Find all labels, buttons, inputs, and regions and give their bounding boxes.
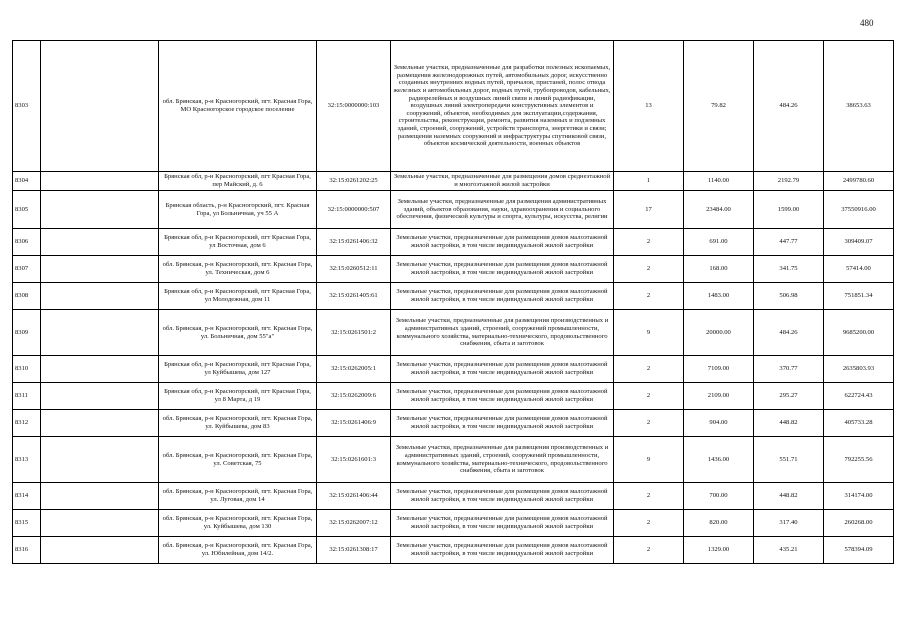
land-register-table (12, 40, 894, 564)
address-cell: обл. Брянская, р-н Красногорский, пгт. Красная Гора, МО Красногорское городское поселение (159, 41, 317, 172)
blank-cell (41, 410, 159, 437)
blank-cell (41, 537, 159, 564)
value-cell: 37550916.00 (824, 191, 894, 229)
rate-cell: 447.77 (754, 229, 824, 256)
value-cell: 2499780.60 (824, 172, 894, 191)
cadastral-number-cell: 32:15:0260512:11 (317, 256, 391, 283)
area-cell: 691.00 (684, 229, 754, 256)
land-category-cell: Земельные участки, предназначенные для размещения домов малоэтажной жилой застройки, в том числе индивидуальной жилой застройки (391, 383, 614, 410)
rate-cell: 448.82 (754, 483, 824, 510)
land-category-cell: Земельные участки, предназначенные для размещения домов малоэтажной жилой застройки, в том числе индивидуальной жилой застройки (391, 256, 614, 283)
blank-cell (41, 437, 159, 483)
land-category-cell: Земельные участки, предназначенные для размещения домов малоэтажной жилой застройки, в том числе индивидуальной жилой застройки (391, 510, 614, 537)
count-cell: 2 (614, 283, 684, 310)
blank-cell (41, 41, 159, 172)
address-cell: обл. Брянская, р-н Красногорский, пгт. Красная Гора, ул. Куйбышева, дом 83 (159, 410, 317, 437)
value-cell: 314174.00 (824, 483, 894, 510)
row-id: 8309 (13, 310, 41, 356)
blank-cell (41, 483, 159, 510)
cadastral-number-cell: 32:15:0261601:3 (317, 437, 391, 483)
value-cell: 405733.28 (824, 410, 894, 437)
table-row (13, 229, 894, 256)
land-category-cell: Земельные участки, предназначенные для размещения производственных и административных зданий, строений, сооружений промышленности, коммунального хозяйства, материально-технического, продовольственного снабжения, сбыта и заготовок (391, 310, 614, 356)
value-cell: 309409.07 (824, 229, 894, 256)
land-category-cell: Земельные участки, предназначенные для размещения производственных и административных зданий, строений, сооружений промышленности, коммунального хозяйства, материально-технического, продовольственного снабжения, сбыта и заготовок (391, 437, 614, 483)
count-cell: 2 (614, 483, 684, 510)
cadastral-number-cell: 32:15:0262005:1 (317, 356, 391, 383)
blank-cell (41, 172, 159, 191)
row-id: 8306 (13, 229, 41, 256)
table-row (13, 437, 894, 483)
address-cell: Брянская обл, р-н Красногорский, пгт Красная Гора, ул 8 Марта, д 19 (159, 383, 317, 410)
cadastral-number-cell: 32:15:0000000:103 (317, 41, 391, 172)
rate-cell: 317.40 (754, 510, 824, 537)
land-category-cell: Земельные участки, предназначенные для размещения домов среднеэтажной и многоэтажной жилой застройки (391, 172, 614, 191)
row-id: 8313 (13, 437, 41, 483)
land-category-cell: Земельные участки, предназначенные для размещения домов малоэтажной жилой застройки, в том числе индивидуальной жилой застройки (391, 283, 614, 310)
area-cell: 168.00 (684, 256, 754, 283)
table-row (13, 510, 894, 537)
rate-cell: 295.27 (754, 383, 824, 410)
cadastral-number-cell: 32:15:0261405:61 (317, 283, 391, 310)
cadastral-number-cell: 32:15:0262007:12 (317, 510, 391, 537)
address-cell: обл. Брянская, р-н Красногорский, пгт. Красная Гора, ул. Техническая, дом 6 (159, 256, 317, 283)
count-cell: 2 (614, 510, 684, 537)
rate-cell: 1599.00 (754, 191, 824, 229)
land-category-cell: Земельные участки, предназначенные для размещения домов малоэтажной жилой застройки, в том числе индивидуальной жилой застройки (391, 410, 614, 437)
land-category-cell: Земельные участки, предназначенные для размещения домов малоэтажной жилой застройки, в том числе индивидуальной жилой застройки (391, 537, 614, 564)
cadastral-number-cell: 32:15:0261406:32 (317, 229, 391, 256)
count-cell: 9 (614, 310, 684, 356)
area-cell: 79.82 (684, 41, 754, 172)
rate-cell: 484.26 (754, 310, 824, 356)
table-row (13, 356, 894, 383)
value-cell: 9685200.00 (824, 310, 894, 356)
count-cell: 13 (614, 41, 684, 172)
address-cell: Брянская обл, р-н Красногорский, пгт Красная Гора, ул Молодежная, дом 11 (159, 283, 317, 310)
area-cell: 1436.00 (684, 437, 754, 483)
area-cell: 2109.00 (684, 383, 754, 410)
area-cell: 1140.00 (684, 172, 754, 191)
area-cell: 820.00 (684, 510, 754, 537)
cadastral-number-cell: 32:15:0262009:6 (317, 383, 391, 410)
rate-cell: 484.26 (754, 41, 824, 172)
cadastral-number-cell: 32:15:0261406:44 (317, 483, 391, 510)
address-cell: обл. Брянская, р-н Красногорский, пгт. Красная Гора, ул. Больничная, дом 55"а" (159, 310, 317, 356)
table-row (13, 537, 894, 564)
row-id: 8315 (13, 510, 41, 537)
land-category-cell: Земельные участки, предназначенные для разработки полезных ископаемых, размещения железнодорожных путей, автомобильных дорог, искусственно созданных внутренних водных путей, причалов, пристаней, полос отвода железных и автомобильных дорог, водных путей, трубопроводов, кабельных, радиорелейных и воздушных линий связи и линий радиофикации, воздушных линий электропередачи конструктивных элементов и сооружений, объектов, необходимых для эксплуатации,содержания, строительства, реконструкции, ремонта, развития наземных и подземных зданий, строений, сооружений, устройств транспорта, энергетики и связи; размещения наземных сооружений и инфраструктуры спутниковой связи, объектов космической деятельности, военных объектов (391, 41, 614, 172)
blank-cell (41, 356, 159, 383)
table-row (13, 483, 894, 510)
area-cell: 20000.00 (684, 310, 754, 356)
row-id: 8308 (13, 283, 41, 310)
area-cell: 1483.00 (684, 283, 754, 310)
table-row (13, 283, 894, 310)
value-cell: 792255.56 (824, 437, 894, 483)
address-cell: Брянская обл, р-н Красногорский, пгт Красная Гора, ул Куйбышева, дом 127 (159, 356, 317, 383)
land-category-cell: Земельные участки, предназначенные для размещения административных зданий, объектов образования, науки, здравоохранения и социального обеспечения, физической культуры и спорта, культуры, искусства, религии (391, 191, 614, 229)
count-cell: 2 (614, 383, 684, 410)
table-row (13, 41, 894, 172)
row-id: 8316 (13, 537, 41, 564)
count-cell: 2 (614, 537, 684, 564)
table-row (13, 383, 894, 410)
cadastral-number-cell: 32:15:0261406:9 (317, 410, 391, 437)
cadastral-number-cell: 32:15:0000000:507 (317, 191, 391, 229)
row-id: 8311 (13, 383, 41, 410)
value-cell: 2635803.93 (824, 356, 894, 383)
rate-cell: 448.82 (754, 410, 824, 437)
cadastral-number-cell: 32:15:0261501:2 (317, 310, 391, 356)
rate-cell: 341.75 (754, 256, 824, 283)
count-cell: 2 (614, 256, 684, 283)
blank-cell (41, 510, 159, 537)
row-id: 8312 (13, 410, 41, 437)
blank-cell (41, 383, 159, 410)
land-category-cell: Земельные участки, предназначенные для размещения домов малоэтажной жилой застройки, в том числе индивидуальной жилой застройки (391, 483, 614, 510)
value-cell: 622724.43 (824, 383, 894, 410)
blank-cell (41, 256, 159, 283)
row-id: 8314 (13, 483, 41, 510)
area-cell: 1329.00 (684, 537, 754, 564)
count-cell: 17 (614, 191, 684, 229)
land-category-cell: Земельные участки, предназначенные для размещения домов малоэтажной жилой застройки, в том числе индивидуальной жилой застройки (391, 229, 614, 256)
value-cell: 751851.34 (824, 283, 894, 310)
rate-cell: 2192.79 (754, 172, 824, 191)
value-cell: 38653.63 (824, 41, 894, 172)
blank-cell (41, 310, 159, 356)
address-cell: обл. Брянская, р-н Красногорский, пгт. Красная Гора, ул. Советская, 75 (159, 437, 317, 483)
address-cell: обл. Брянская, р-н Красногорский, пгт. Красная Гора, ул. Луговая, дом 14 (159, 483, 317, 510)
land-category-cell: Земельные участки, предназначенные для размещения домов малоэтажной жилой застройки, в том числе индивидуальной жилой застройки (391, 356, 614, 383)
row-id: 8305 (13, 191, 41, 229)
blank-cell (41, 283, 159, 310)
row-id: 8307 (13, 256, 41, 283)
row-id: 8303 (13, 41, 41, 172)
area-cell: 904.00 (684, 410, 754, 437)
blank-cell (41, 191, 159, 229)
address-cell: Брянская область, р-н Красногорский, пгт. Красная Гора, ул Больничная, уч 55 А (159, 191, 317, 229)
cadastral-number-cell: 32:15:0261202:25 (317, 172, 391, 191)
table-row (13, 310, 894, 356)
count-cell: 2 (614, 229, 684, 256)
table-row (13, 172, 894, 191)
address-cell: обл. Брянская, р-н Красногорский, пгт. Красная Гора, ул. Юбилейная, дом 14/2. (159, 537, 317, 564)
address-cell: Брянская обл, р-н Красногорский, пгт Красная Гора, пер Майский, д. 6 (159, 172, 317, 191)
rate-cell: 435.21 (754, 537, 824, 564)
count-cell: 2 (614, 410, 684, 437)
table-row (13, 191, 894, 229)
address-cell: Брянская обл, р-н Красногорский, пгт Красная Гора, ул Восточная, дом 6 (159, 229, 317, 256)
rate-cell: 551.71 (754, 437, 824, 483)
address-cell: обл. Брянская, р-н Красногорский, пгт. Красная Гора, ул. Куйбышева, дом 130 (159, 510, 317, 537)
blank-cell (41, 229, 159, 256)
count-cell: 2 (614, 356, 684, 383)
area-cell: 23484.00 (684, 191, 754, 229)
area-cell: 7109.00 (684, 356, 754, 383)
table-row (13, 256, 894, 283)
rate-cell: 506.98 (754, 283, 824, 310)
cadastral-number-cell: 32:15:0261308:17 (317, 537, 391, 564)
value-cell: 578394.09 (824, 537, 894, 564)
row-id: 8304 (13, 172, 41, 191)
count-cell: 1 (614, 172, 684, 191)
area-cell: 700.00 (684, 483, 754, 510)
table-row (13, 410, 894, 437)
rate-cell: 370.77 (754, 356, 824, 383)
value-cell: 260268.00 (824, 510, 894, 537)
value-cell: 57414.00 (824, 256, 894, 283)
row-id: 8310 (13, 356, 41, 383)
count-cell: 9 (614, 437, 684, 483)
page-number: 480 (860, 18, 874, 28)
